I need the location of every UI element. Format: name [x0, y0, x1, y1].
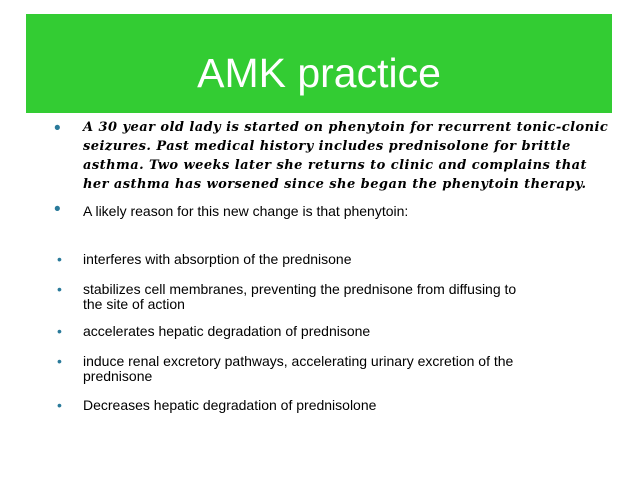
answer-option-text: interferes with absorption of the prednisone	[83, 251, 352, 267]
slide-title: AMK practice	[197, 50, 441, 96]
bullet-icon: •	[57, 323, 62, 339]
bullet-icon: •	[57, 251, 62, 267]
answer-option	[57, 252, 597, 270]
answer-option-text: Decreases hepatic degradation of prednisolone	[83, 397, 377, 413]
answer-option-text: stabilizes cell membranes, preventing the prednisone from diffusing to the site of action	[83, 281, 517, 312]
question-stem-text: A likely reason for this new change is that phenytoin:	[83, 203, 409, 219]
bullet-icon: •	[57, 397, 62, 413]
case-description	[54, 118, 614, 194]
bullet-icon: •	[54, 118, 61, 139]
title-banner	[26, 14, 612, 113]
bullet-icon: •	[57, 281, 62, 297]
answer-option	[57, 324, 597, 342]
answer-option	[57, 354, 597, 386]
answer-option	[57, 282, 597, 314]
answer-option-text: induce renal excretory pathways, accelerating urinary excretion of the prednisone	[83, 353, 514, 384]
bullet-icon: •	[57, 353, 62, 369]
case-text: A 30 year old lady is started on phenytoin for recurrent tonic-clonic seizures. Past medical history includes prednisolone for brittle asthma. Two weeks later she returns to clinic and complains that her asthma has worsened since she began the phenytoin therapy.	[83, 120, 609, 192]
question-stem	[54, 199, 614, 223]
bullet-icon: •	[54, 199, 61, 220]
answer-option-text: accelerates hepatic degradation of prednisone	[83, 323, 371, 339]
answer-option	[57, 398, 597, 416]
